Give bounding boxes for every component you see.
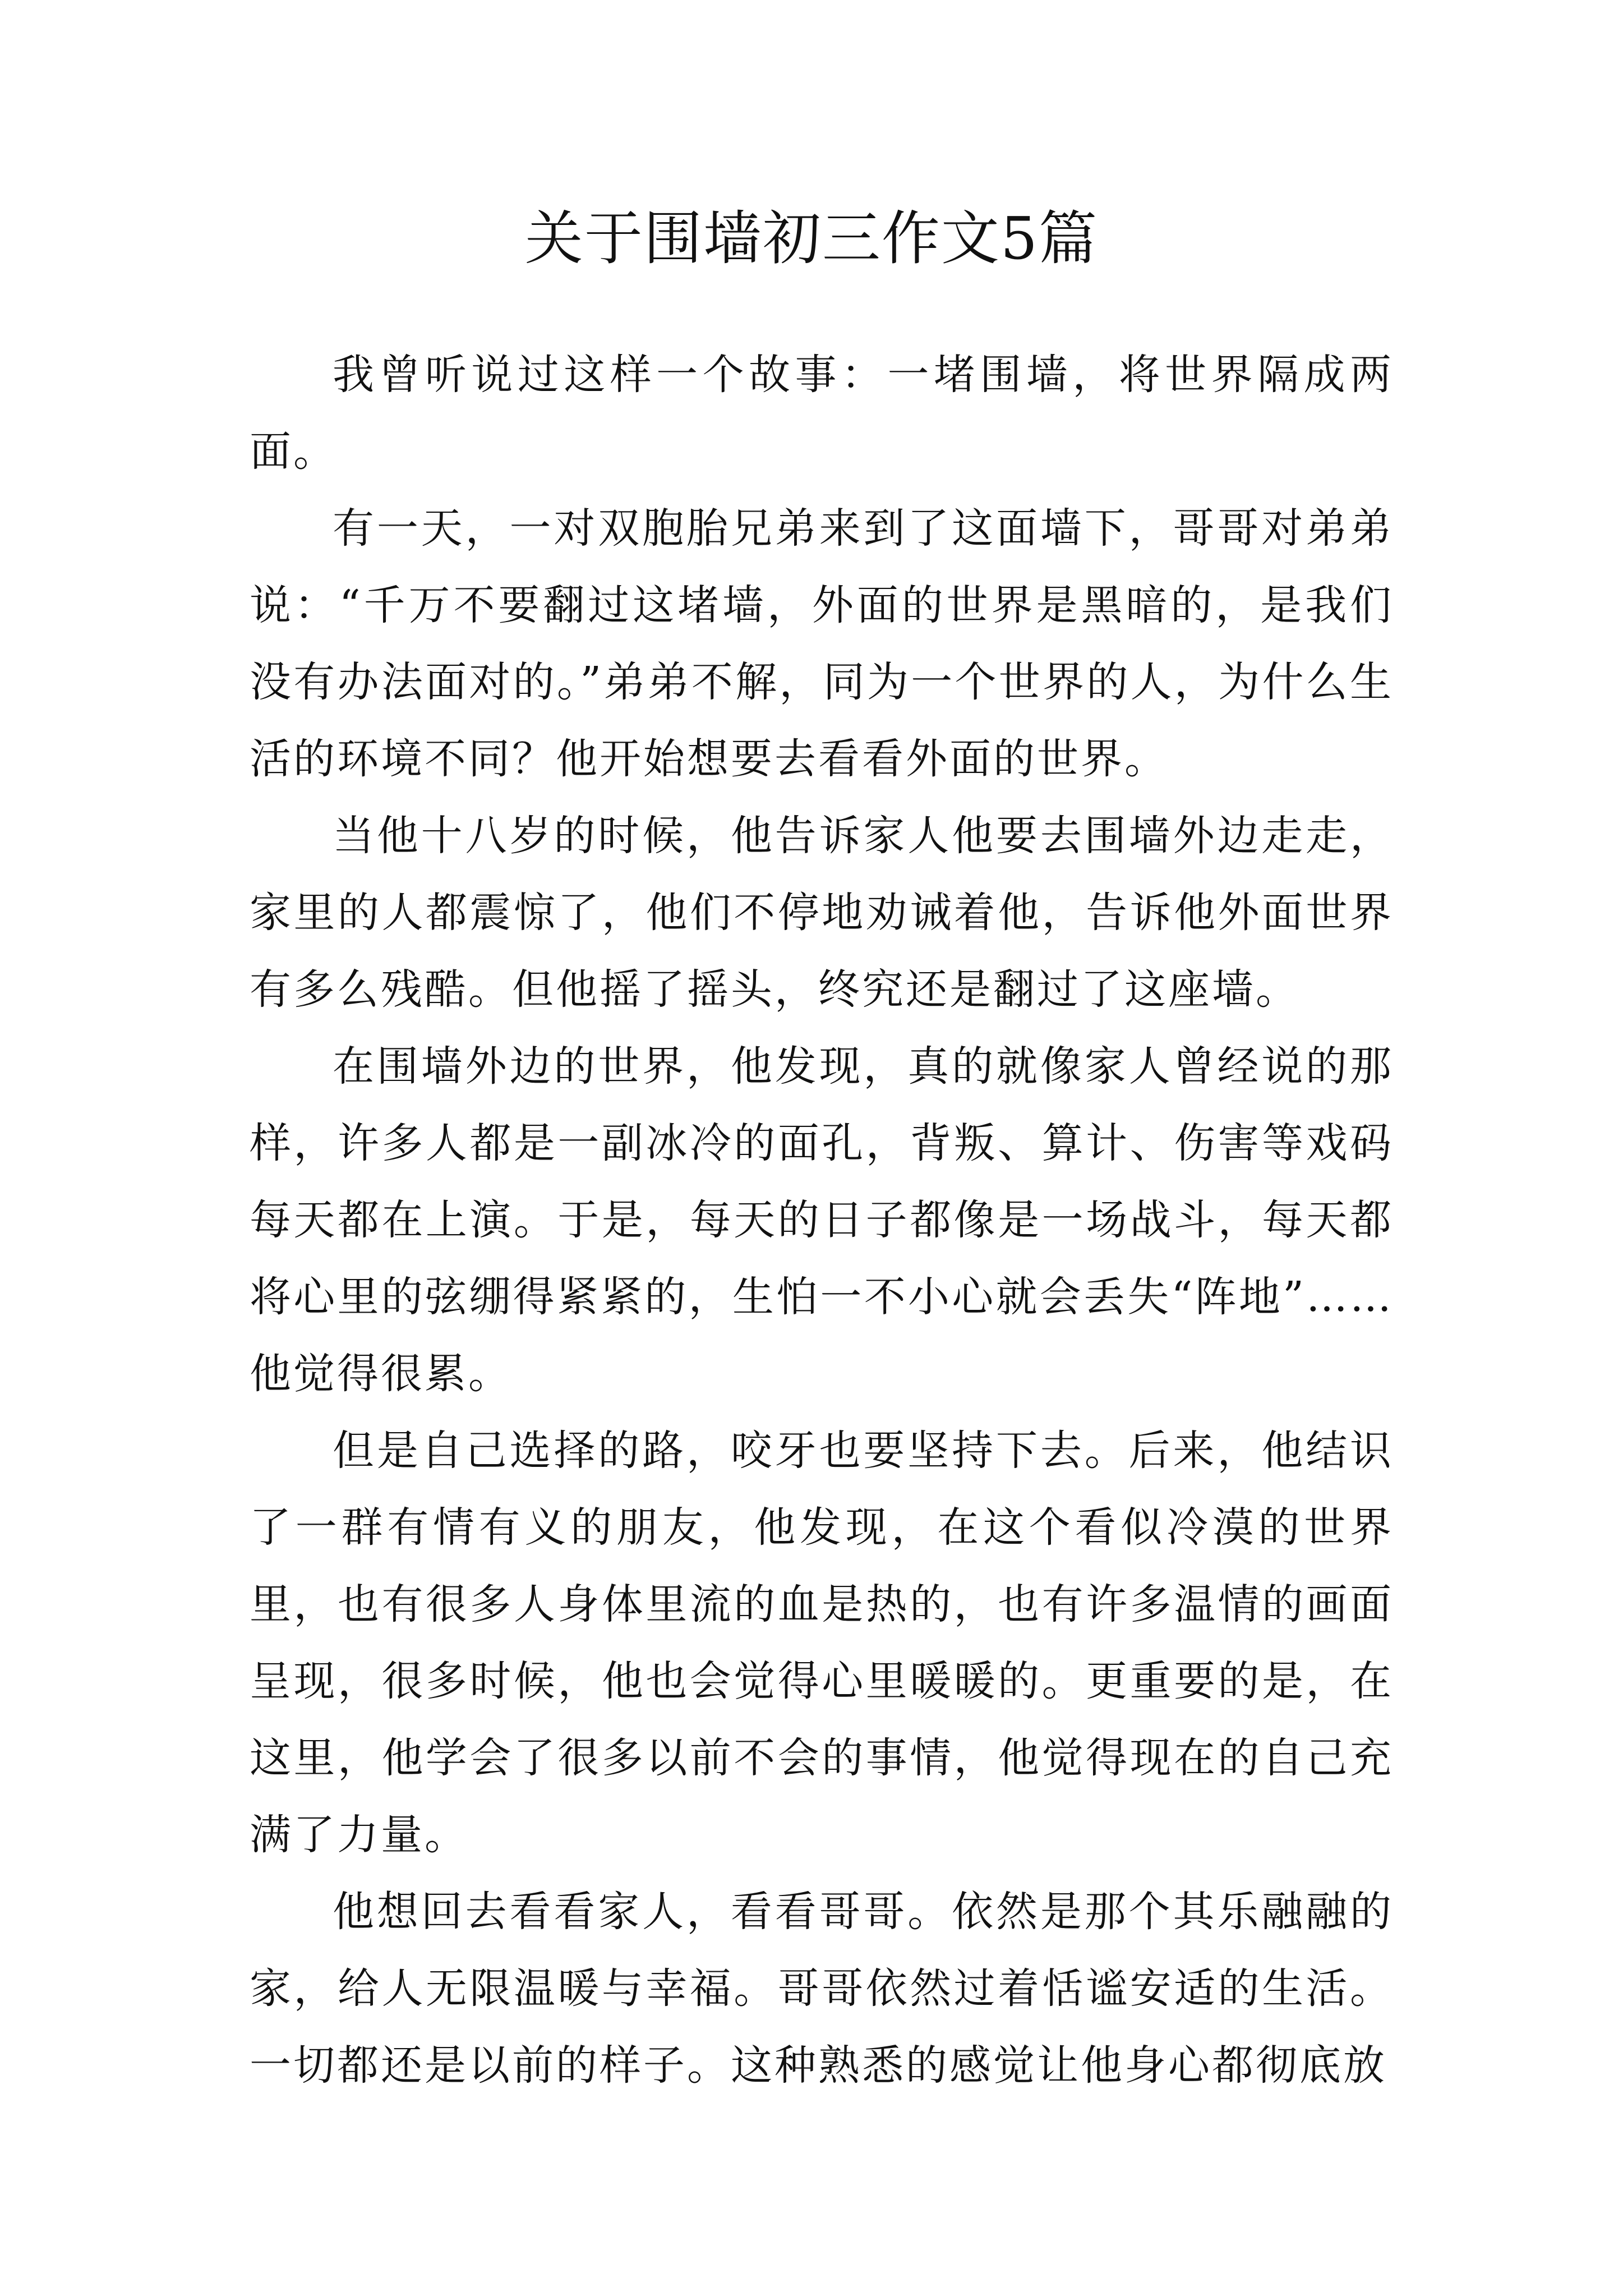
paragraph-1: 我曾听说过这样一个故事：一堵围墙，将世界隔成两面。 [250,351,1394,476]
document-body [250,337,1394,2104]
paragraph-6: 他想回去看看家人，看看哥哥。依然是那个其乐融融的家，给人无限温暖与幸福。哥哥依然过着恬谧安适的生活。一切都还是以前的样子。这种熟悉的感觉让他身心都彻底放 [250,1888,1394,2090]
paragraph-2: 有一天，一对双胞胎兄弟来到了这面墙下，哥哥对弟弟说：“千万不要翻过这堵墙，外面的世界是黑暗的，是我们没有办法面对的。”弟弟不解，同为一个世界的人，为什么生活的环境不同？他开始想要去看看外面的世界。 [250,504,1394,783]
document-title: 关于围墙初三作文5篇 [524,204,1099,273]
paragraph-3: 当他十八岁的时候，他告诉家人他要去围墙外边走走，家里的人都震惊了，他们不停地劝诫着他，告诉他外面世界有多么残酷。但他摇了摇头，终究还是翻过了这座墙。 [250,812,1394,1014]
paragraph-4: 在围墙外边的世界，他发现，真的就像家人曾经说的那样，许多人都是一副冰冷的面孔，背叛、算计、伤害等戏码每天都在上演。于是，每天的日子都像是一场战斗，每天都将心里的弦绷得紧紧的，生怕一不小心就会丢失“阵地”……他觉得很累。 [250,1042,1394,1398]
paragraph-5: 但是自己选择的路，咬牙也要坚持下去。后来，他结识了一群有情有义的朋友，他发现，在这个看似冷漠的世界里，也有很多人身体里流的血是热的，也有许多温情的画面呈现，很多时候，他也会觉得心里暖暖的。更重要的是，在这里，他学会了很多以前不会的事情，他觉得现在的自己充满了力量。 [250,1427,1394,1859]
